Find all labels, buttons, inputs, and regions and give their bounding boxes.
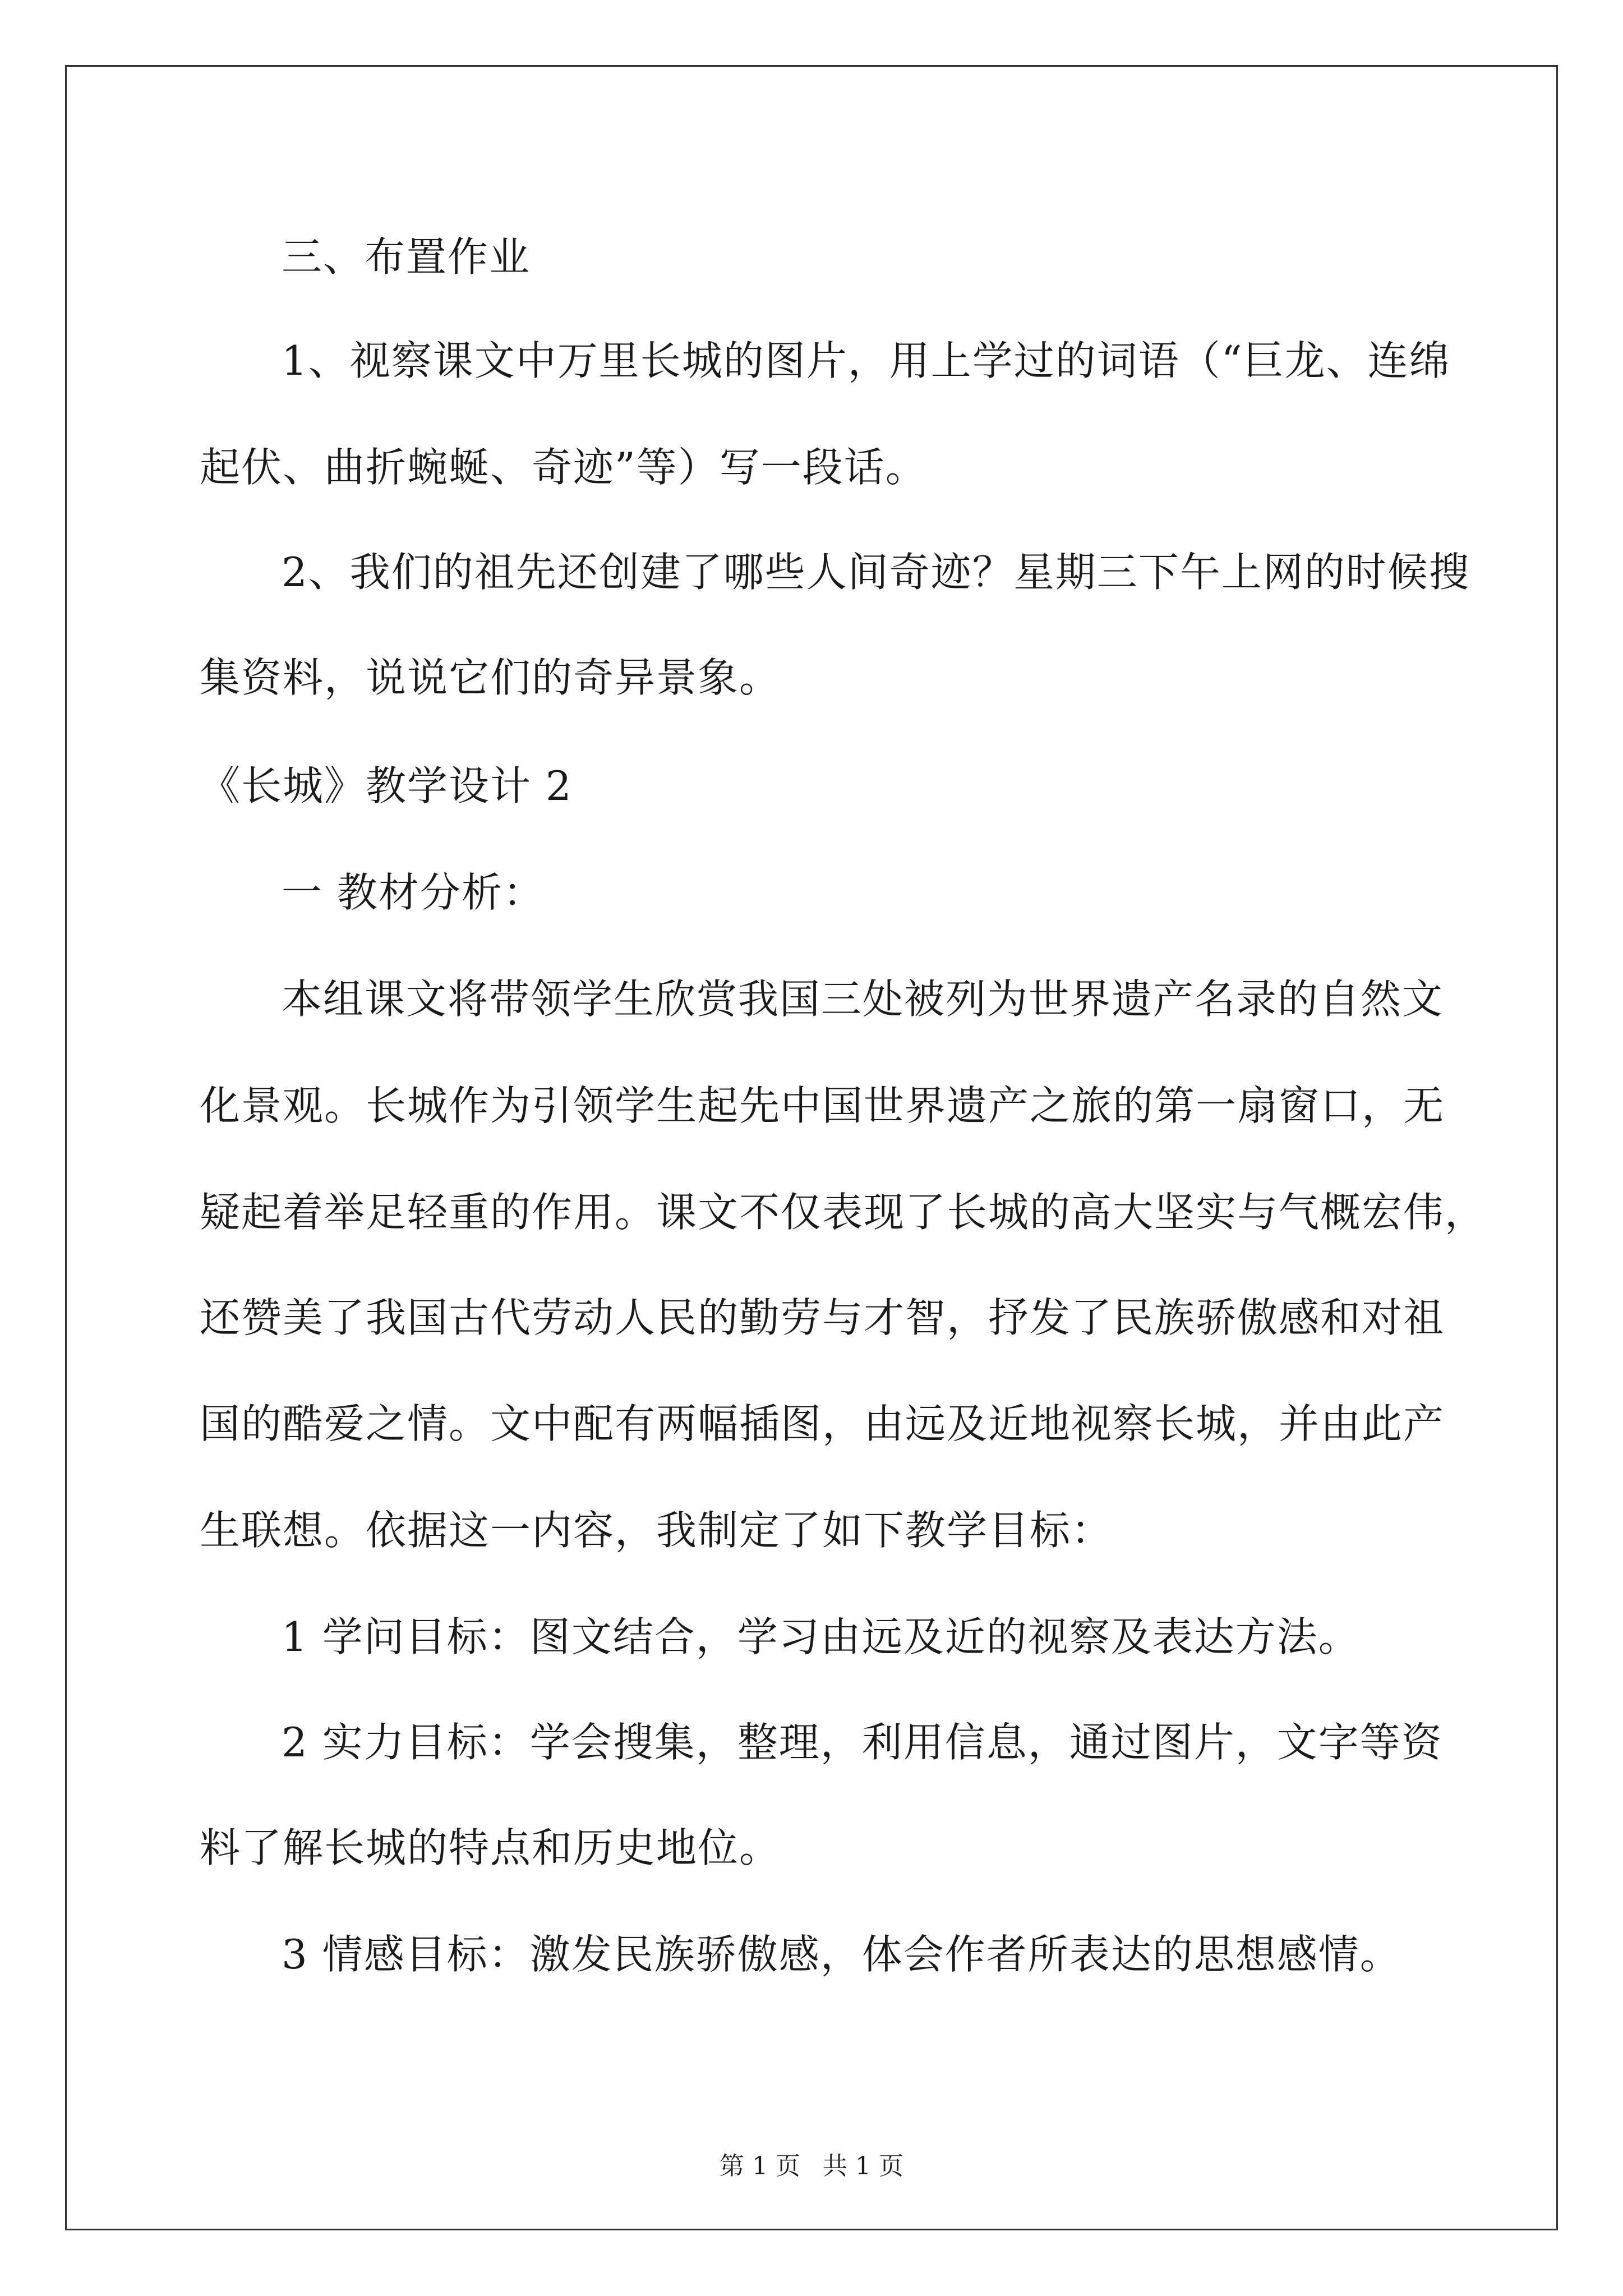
design-title: 《长城》教学设计 2: [200, 762, 573, 809]
goal-emotion: 3 情感目标：激发民族骄傲感，体会作者所表达的思想感情。: [282, 1931, 1401, 1978]
section-heading-assignment: 三、布置作业: [282, 233, 531, 280]
assignment-item-1-line-2: 起伏、曲折蜿蜒、奇迹”等）写一段话。: [200, 444, 927, 491]
analysis-paragraph-line-2: 化景观。长城作为引领学生起先中国世界遗产之旅的第一扇窗口，无: [200, 1082, 1445, 1129]
section-heading-material-analysis: 一 教材分析：: [282, 869, 545, 916]
page-footer: [0, 2150, 1623, 2183]
goal-knowledge: 1 学问目标：图文结合，学习由远及近的视察及表达方法。: [282, 1613, 1360, 1660]
analysis-paragraph-line-5: 国的酷爱之情。文中配有两幅插图，由远及近地视察长城，并由此产: [200, 1400, 1445, 1447]
goal-ability-line-2: 料了解长城的特点和历史地位。: [200, 1824, 781, 1871]
page-number: 第 1 页: [720, 2152, 800, 2180]
analysis-paragraph-line-4: 还赞美了我国古代劳动人民的勤劳与才智，抒发了民族骄傲感和对祖: [200, 1294, 1445, 1341]
page-border: [65, 65, 1558, 2230]
total-pages: 共 1 页: [823, 2152, 903, 2180]
goal-ability-line-1: 2 实力目标：学会搜集，整理，利用信息，通过图片，文字等资: [282, 1719, 1443, 1766]
analysis-paragraph-line-3: 疑起着举足轻重的作用。课文不仅表现了长城的高大坚实与气概宏伟，: [200, 1189, 1487, 1236]
analysis-paragraph-line-1: 本组课文将带领学生欣赏我国三处被列为世界遗产名录的自然文: [282, 976, 1444, 1023]
analysis-paragraph-line-6: 生联想。依据这一内容，我制定了如下教学目标：: [200, 1507, 1113, 1554]
assignment-item-2-line-1: 2、我们的祖先还创建了哪些人间奇迹？星期三下午上网的时候搜: [282, 549, 1470, 596]
assignment-item-2-line-2: 集资料，说说它们的奇异景象。: [200, 654, 781, 701]
assignment-item-1-line-1: 1、视察课文中万里长城的图片，用上学过的词语（“巨龙、连绵: [282, 337, 1451, 384]
